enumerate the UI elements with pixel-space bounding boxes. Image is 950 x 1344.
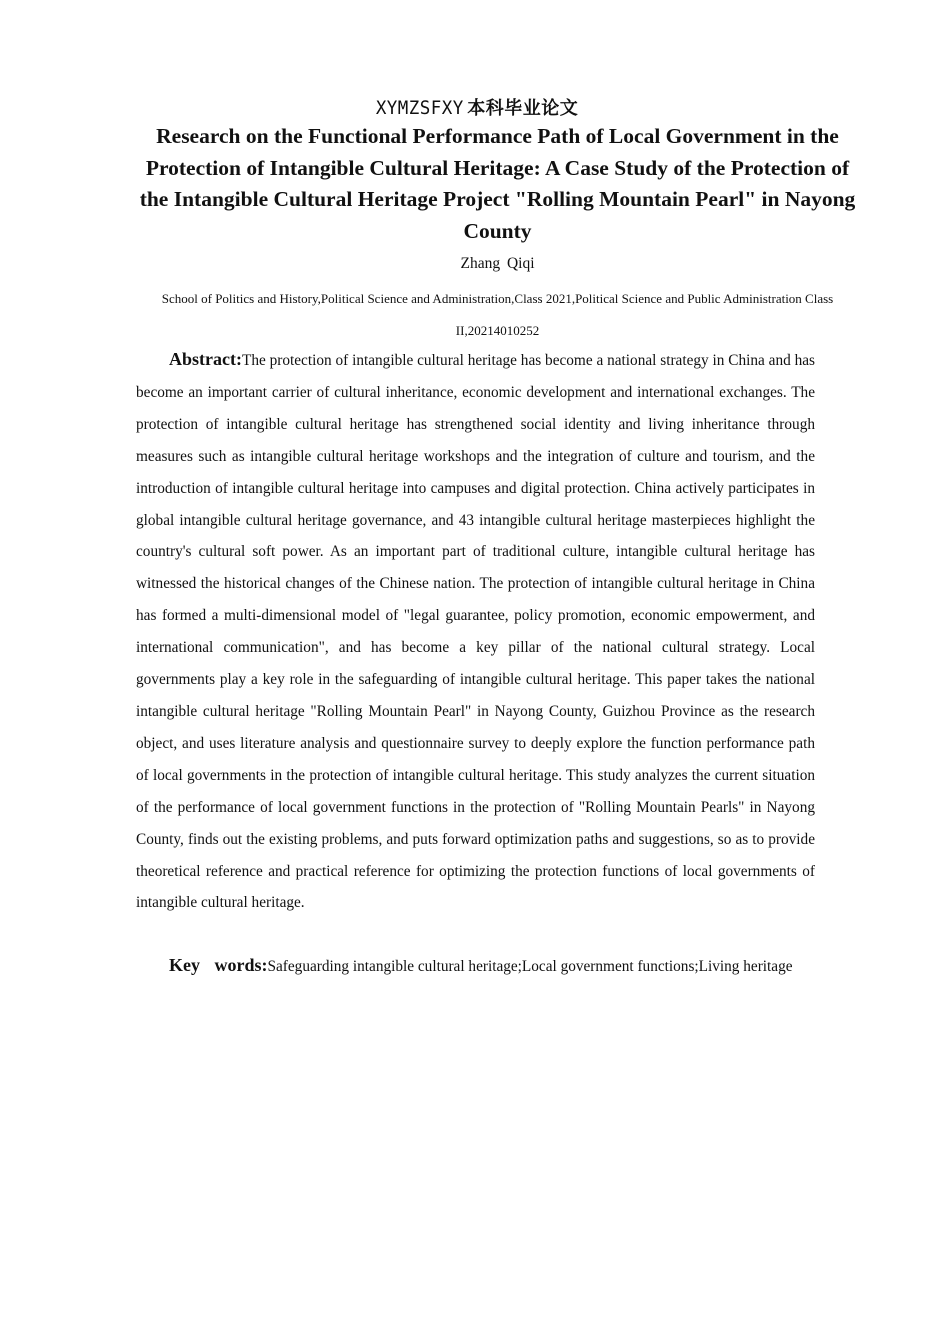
abstract-paragraph (136, 344, 815, 919)
abstract-text: The protection of intangible cultural heritage has become a national strategy in China and has become an important carrier of cultural inheritance, economic development and international exchanges. The protection of intangible cultural heritage has strengthened social identity and living inheritance through measures such as intangible cultural heritage workshops and the integration of culture and tourism, and the introduction of intangible cultural heritage into campuses and digital protection. China actively participates in global intangible cultural heritage governance, and 43 intangible cultural heritage masterpieces highlight the country's cultural soft power. As an important part of traditional culture, intangible cultural heritage has witnessed the historical changes of the Chinese nation. The protection of intangible cultural heritage in China has formed a multi-dimensional model of "legal guarantee, policy promotion, economic empowerment, and international communication", and has become a key pillar of the national cultural strategy. Local governments play a key role in the safeguarding of intangible cultural heritage. This paper takes the national intangible cultural heritage "Rolling Mountain Pearl" in Nayong County, Guizhou Province as the research object, and uses literature analysis and questionnaire survey to deeply explore the function performance path of local governments in the protection of intangible cultural heritage. This study analyzes the current situation of the performance of local government functions in the protection of "Rolling Mountain Pearls" in Nayong County, finds out the existing problems, and puts forward optimization paths and suggestions, so as to provide theoretical reference and practical reference for optimizing the protection functions of local governments of intangible cultural heritage. (136, 352, 815, 912)
author-name: Zhang Qiqi (460, 255, 535, 272)
thesis-type-label: 本科毕业论文 (467, 98, 579, 119)
thesis-header (0, 92, 950, 124)
abstract-label: Abstract: (169, 349, 242, 369)
keywords-text: Safeguarding intangible cultural heritage;Local government functions;Living heritage (267, 958, 793, 975)
keywords-label: Key words: (169, 955, 268, 975)
author-affiliation: School of Politics and History,Political Science and Administration,Class 2021,Political Science and Public Administration Class II,20214010252 (161, 291, 834, 338)
keywords-paragraph (136, 950, 815, 983)
school-code: XYMZSFXY (375, 97, 464, 119)
paper-title: Research on the Functional Performance Path of Local Government in the Protection of Intangible Cultural Heritage: A Case Study of the Protection of the Intangible Cultural Heritage Project "Rolling Mountain Pearl" in Nayong County (139, 124, 856, 243)
